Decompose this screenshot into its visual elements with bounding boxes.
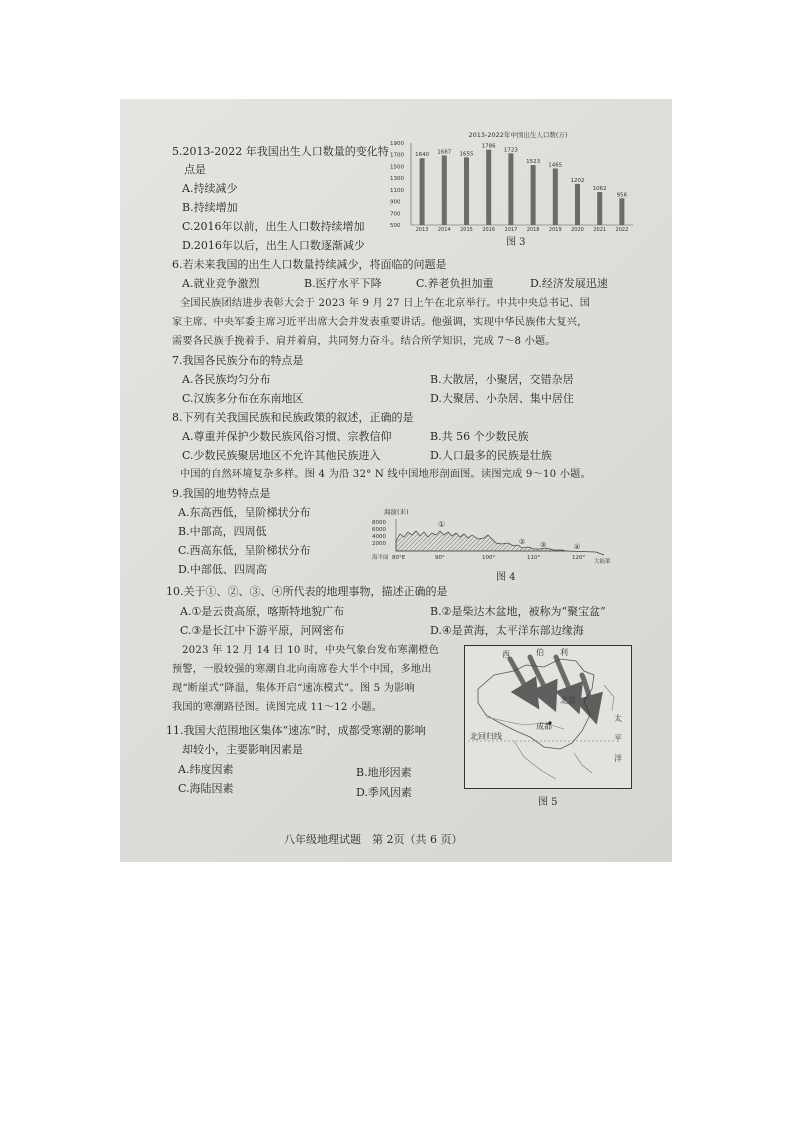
bar-value-label: 956: [616, 192, 628, 199]
bar-value-label: 1687: [437, 149, 452, 156]
map-label-bo: 伯: [536, 648, 544, 657]
marker-2: ②: [519, 538, 526, 546]
q11-stem-line2: 却较小，主要影响因素是: [182, 743, 303, 756]
continental-shelf-label: 大陆架: [594, 559, 611, 565]
q6-stem: 6.若未来我国的出生人口数量持续减少，将面临的问题是: [172, 258, 447, 271]
q5-option-c: C.2016年以前，出生人口数持续增加: [182, 220, 365, 233]
passage3-line3: 现“断崖式”降温，集体开启“速冻模式”。图 5 为影响: [172, 683, 415, 694]
y-tick-label: 1500: [390, 164, 404, 171]
bar-2014: [442, 155, 447, 225]
x-tick-label: 2014: [437, 227, 451, 233]
q5-option-b: B.持续增加: [182, 201, 238, 214]
x-tick-label: 2015: [460, 227, 473, 233]
fig4-ytick-2000: 2000: [372, 541, 386, 547]
xtick-80E: 80°E: [392, 555, 406, 561]
bar-2015: [464, 157, 469, 225]
q8-option-d: D.人口最多的民族是壮族: [430, 449, 552, 462]
map-label-ping: 平: [614, 734, 622, 743]
terrain-profile-32N: [368, 507, 630, 565]
q6-option-a: A.就业竞争激烈: [182, 277, 260, 290]
q8-option-b: B.共 56 个少数民族: [430, 430, 529, 443]
q11-option-c: C.海陆因素: [178, 782, 234, 795]
passage2: 中国的自然环境复杂多样。图 4 为沿 32° N 线中国地形剖面图。读图完成 9～10 小题。: [180, 469, 591, 480]
q10-stem: 10.关于①、②、③、④所代表的地理事物，描述正确的是: [166, 585, 448, 598]
bar-2020: [575, 184, 580, 225]
map-label-beijing: 北京: [560, 696, 576, 705]
x-tick-label: 2022: [615, 227, 629, 233]
q9-option-d: D.中部低、四周高: [178, 563, 267, 576]
q11-option-b: B.地形因素: [356, 766, 412, 779]
exam-page: [120, 99, 672, 862]
x-tick-label: 2017: [504, 227, 518, 233]
y-tick-label: 1100: [390, 187, 404, 194]
fig4-ytick-6000: 6000: [372, 527, 386, 533]
bar-2016: [486, 150, 491, 225]
q10-option-b: B.②是柴达木盆地，被称为“聚宝盆”: [430, 605, 606, 618]
bar-2018: [531, 165, 536, 225]
bar-value-label: 1465: [548, 162, 563, 169]
q8-option-a: A.尊重并保护少数民族风俗习惯、宗教信仰: [182, 430, 392, 443]
q7-option-a: A.各民族均匀分布: [182, 373, 271, 386]
sea-level-label: 海平面: [372, 555, 389, 561]
q8-option-c: C.少数民族聚居地区不允许其他民族进入: [182, 449, 381, 462]
x-tick-label: 2019: [548, 227, 562, 233]
bar-2013: [420, 158, 425, 225]
fig4-ylabel: 海拔(米): [384, 508, 409, 516]
fig4-ytick-8000: 8000: [372, 520, 386, 526]
xtick-90: 90°: [435, 555, 445, 561]
q5-stem-line2: 点是: [184, 163, 206, 176]
cold-wave-path-map: [464, 645, 632, 789]
passage3-line1: 2023 年 12 月 14 日 10 时，中央气象台发布寒潮橙色: [182, 645, 440, 656]
bar-value-label: 1655: [459, 151, 474, 158]
q11-stem-line1: 11.我国大范围地区集体“速冻”时，成都受寒潮的影响: [166, 724, 426, 737]
q7-option-d: D.大聚居、小杂居、集中居住: [430, 392, 574, 405]
q5-stem-line1: 5.2013-2022 年我国出生人口数量的变化特: [172, 145, 389, 158]
passage1-line1: 全国民族团结进步表彰大会于 2023 年 9 月 27 日上午在北京举行。中共中央总书记、国: [180, 298, 591, 309]
bar-value-label: 1202: [570, 177, 585, 184]
figure5-caption: 图 5: [538, 797, 558, 808]
map-label-yang: 洋: [614, 754, 622, 763]
q10-option-d: D.④是黄海，太平洋东部边缘海: [430, 624, 584, 637]
bar-value-label: 1523: [526, 159, 541, 166]
marker-1: ①: [438, 520, 446, 529]
x-tick-label: 2016: [482, 227, 496, 233]
passage1-line2: 家主席、中央军委主席习近平出席大会并发表重要讲话。他强调，实现中华民族伟大复兴，: [172, 317, 588, 328]
bar-value-label: 1723: [503, 147, 518, 154]
bar-2022: [619, 198, 624, 225]
birth-population-bar-chart: [390, 129, 640, 233]
q9-stem: 9.我国的地势特点是: [172, 487, 271, 500]
map-label-tai: 太: [614, 714, 622, 723]
xtick-100: 100°: [482, 555, 496, 561]
marker-3: ③: [540, 541, 547, 549]
q6-option-c: C.养老负担加重: [416, 277, 494, 290]
figure3-caption: 图 3: [506, 237, 526, 248]
bar-2019: [553, 168, 558, 225]
bar-2021: [597, 192, 602, 225]
q7-stem: 7.我国各民族分布的特点是: [172, 354, 304, 367]
y-tick-label: 1300: [390, 176, 404, 183]
q11-option-a: A.纬度因素: [178, 763, 234, 776]
bar-value-label: 1062: [592, 186, 607, 193]
fig4-ytick-4000: 4000: [372, 534, 386, 540]
tropic-of-cancer-label: 北回归线: [470, 732, 502, 741]
x-tick-label: 2018: [526, 227, 540, 233]
map-label-xi: 西: [502, 650, 510, 659]
passage1-line3: 需要各民族手挽着手、肩并着肩，共同努力奋斗。结合所学知识，完成 7～8 小题。: [172, 336, 556, 347]
x-tick-label: 2020: [571, 227, 584, 233]
map-label-chengdu: 成都: [536, 722, 552, 731]
q5-option-a: A.持续减少: [182, 182, 238, 195]
q9-option-a: A.东高西低，呈阶梯状分布: [178, 506, 311, 519]
x-tick-label: 2013: [415, 227, 429, 233]
bar-value-label: 1640: [415, 152, 430, 159]
chart-title: 2013-2022年中国出生人口数(万): [468, 131, 568, 139]
marker-4: ④: [574, 543, 581, 551]
xtick-120: 120°: [572, 555, 586, 561]
y-tick-label: 900: [390, 199, 401, 206]
y-tick-label: 1900: [390, 141, 404, 147]
q9-option-c: C.西高东低，呈阶梯状分布: [178, 544, 311, 557]
q6-option-d: D.经济发展迅速: [530, 277, 608, 290]
page-footer: 八年级地理试题 第 2页（共 6 页）: [284, 833, 463, 846]
q6-option-b: B.医疗水平下降: [304, 277, 382, 290]
q11-option-d: D.季风因素: [356, 786, 412, 799]
bar-value-label: 1786: [481, 143, 496, 150]
figure4-caption: 图 4: [496, 572, 516, 583]
y-tick-label: 500: [390, 223, 401, 229]
q7-option-c: C.汉族多分布在东南地区: [182, 392, 304, 405]
q10-option-a: A.①是云贵高原，喀斯特地貌广布: [180, 605, 345, 618]
map-label-li: 利: [560, 648, 568, 657]
y-tick-label: 700: [390, 211, 401, 218]
bar-2017: [508, 153, 513, 225]
q8-stem: 8.下列有关我国民族和民族政策的叙述，正确的是: [172, 411, 414, 424]
x-tick-label: 2021: [593, 227, 607, 233]
y-tick-label: 1700: [390, 152, 404, 159]
passage3-line2: 预警，一股较强的寒潮自北向南席卷大半个中国，多地出: [172, 664, 432, 675]
q10-option-c: C.③是长江中下游平原，河网密布: [180, 624, 345, 637]
q7-option-b: B.大散居，小聚居，交错杂居: [430, 373, 574, 386]
q5-option-d: D.2016年以后，出生人口数逐渐减少: [182, 239, 365, 252]
xtick-110: 110°: [527, 555, 541, 561]
q9-option-b: B.中部高，四周低: [178, 525, 267, 538]
passage3-line4: 我国的寒潮路径图。读图完成 11～12 小题。: [172, 702, 383, 713]
